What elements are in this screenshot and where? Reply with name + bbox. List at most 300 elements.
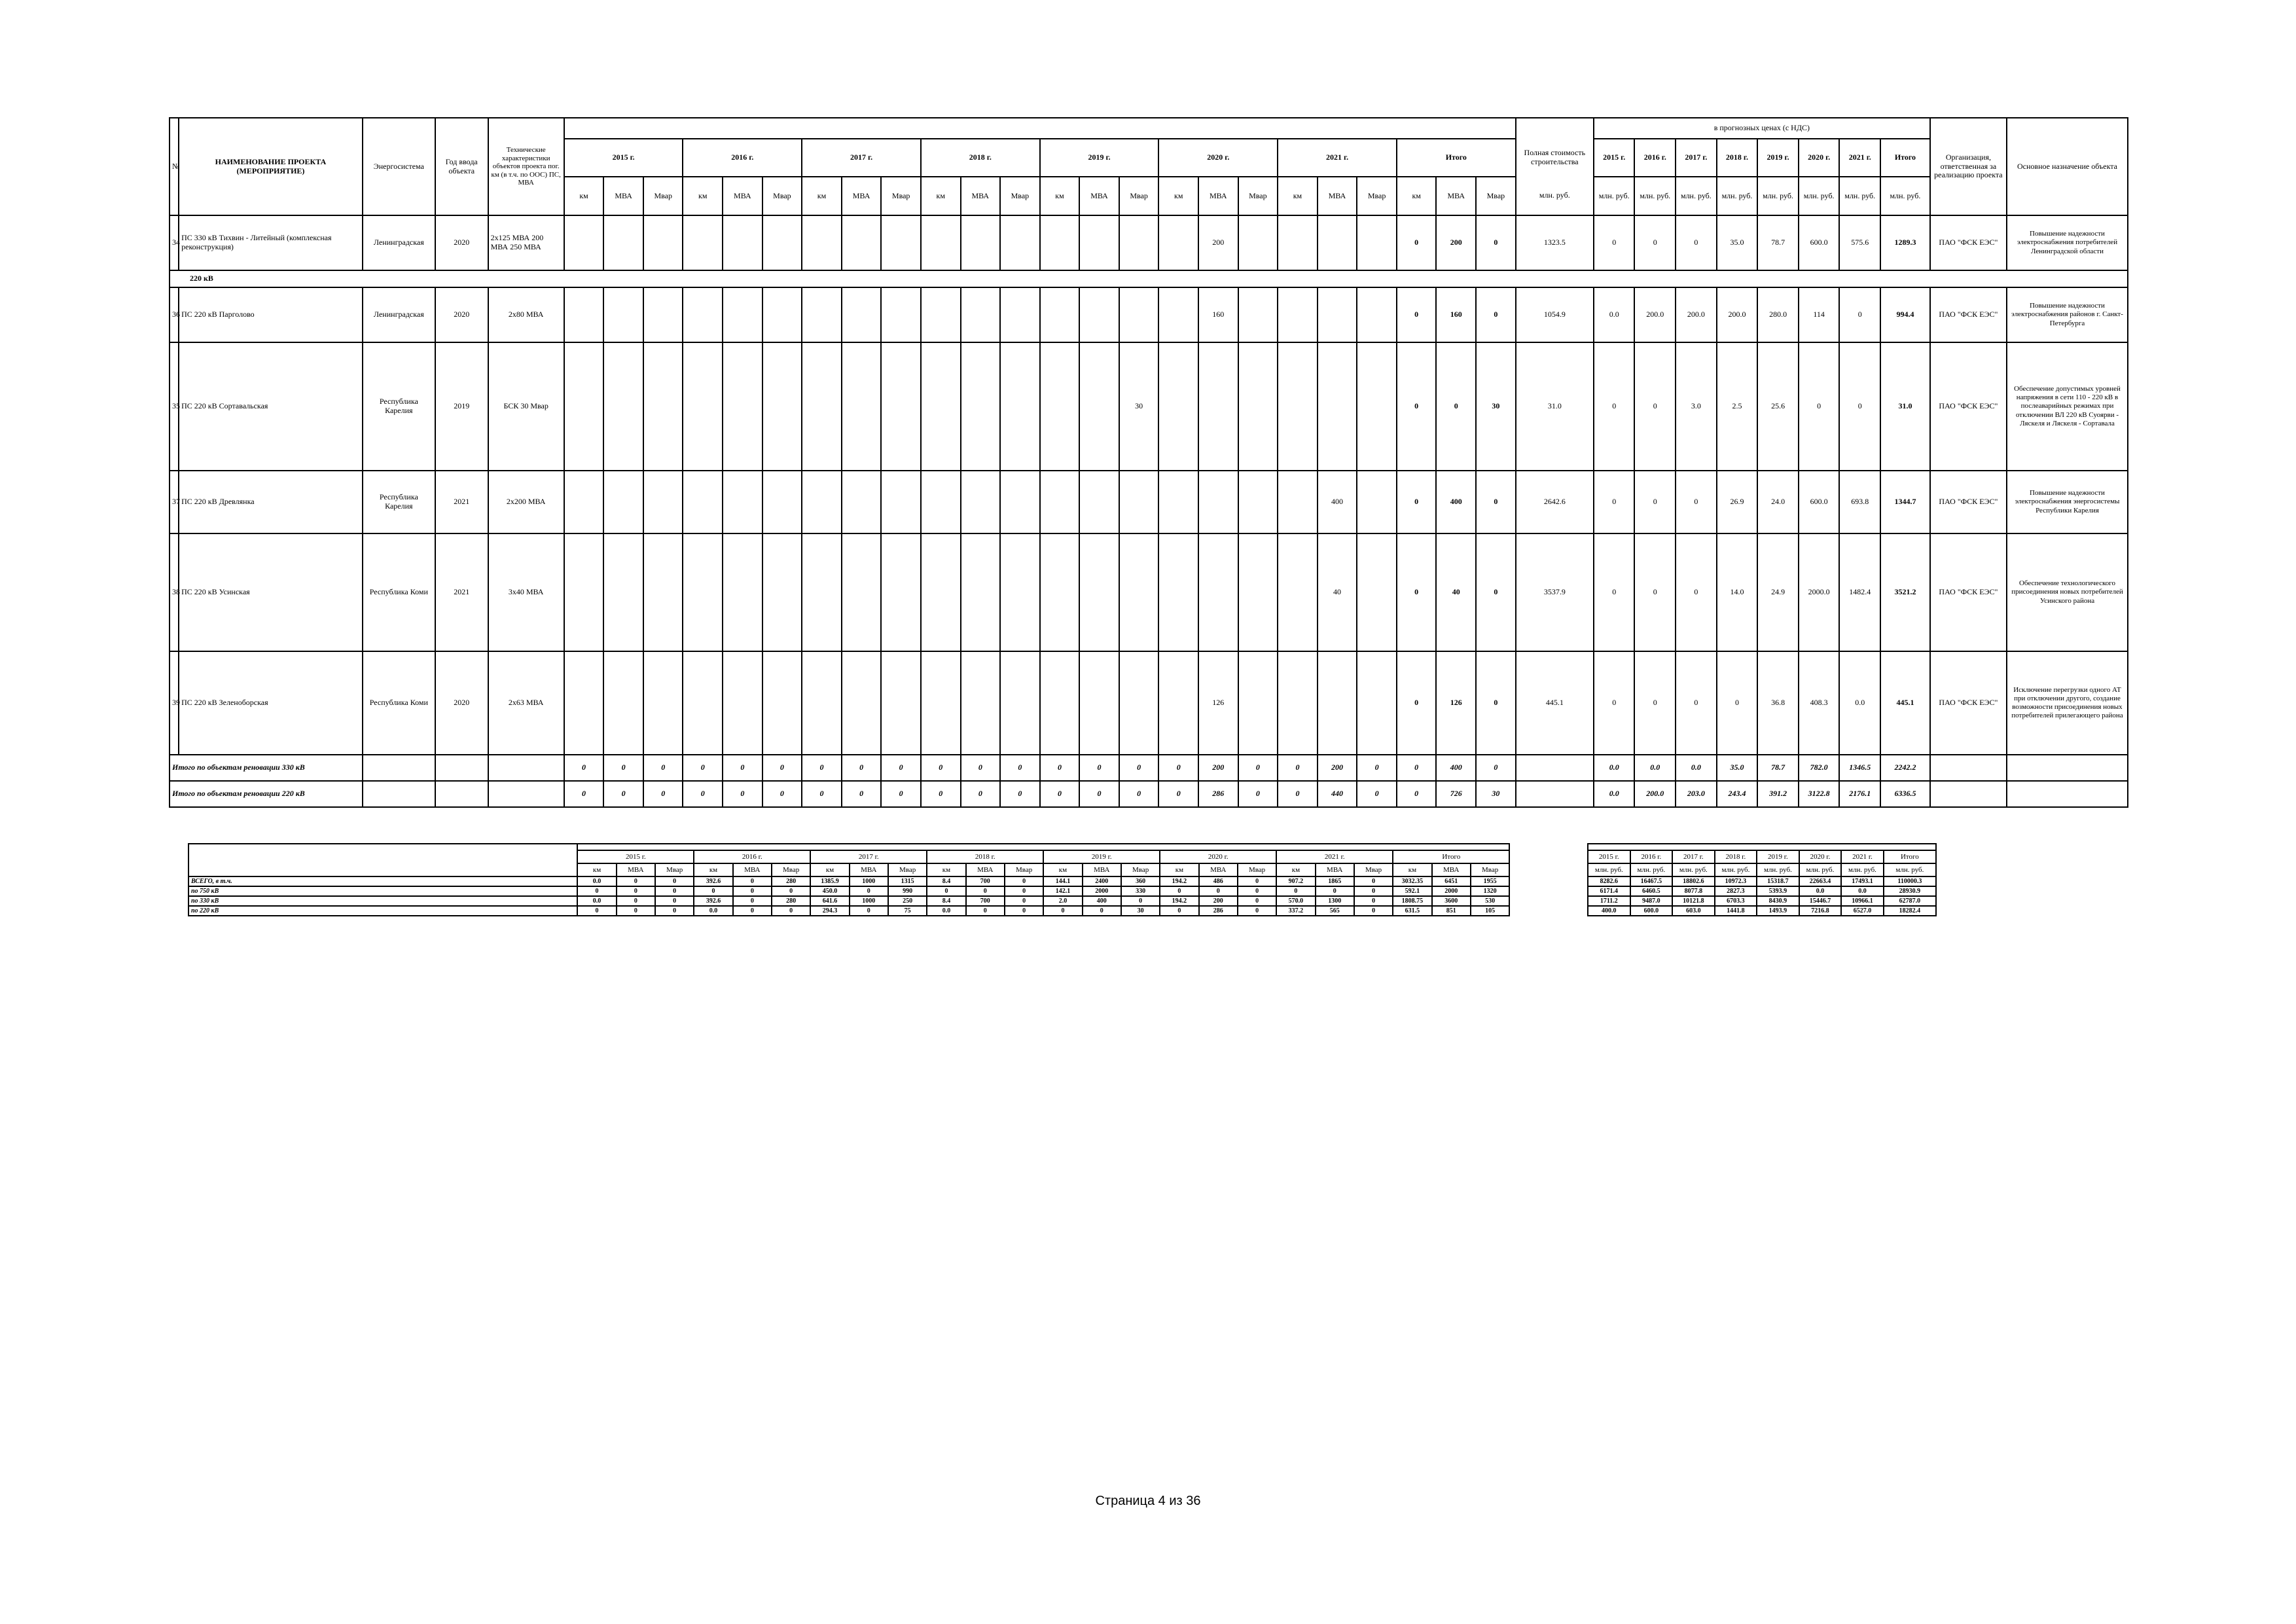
- volume-cell: [1198, 471, 1238, 533]
- volume-cell: [1278, 215, 1318, 270]
- volume-cell: [1000, 471, 1040, 533]
- volume-cell: 30: [1476, 342, 1516, 471]
- volume-cell: [683, 287, 723, 342]
- cell: [1516, 781, 1594, 807]
- cost-cell: 0: [1839, 287, 1880, 342]
- volume-cell: 0: [1119, 781, 1159, 807]
- cost-cell: 2.5: [1717, 342, 1758, 471]
- volume-cell: 0: [617, 906, 655, 916]
- total-cost: 2642.6: [1516, 471, 1594, 533]
- volume-cell: 0: [683, 755, 723, 781]
- volume-cell: 0: [1397, 755, 1437, 781]
- volume-cell: 0: [1276, 886, 1315, 896]
- row-num: 34: [170, 215, 179, 270]
- unit-header: км: [1393, 863, 1431, 876]
- volume-cell: 200: [1198, 215, 1238, 270]
- col-org-header: Организация, ответственная за реализацию проекта: [1930, 118, 2007, 215]
- volume-cell: 0: [966, 886, 1005, 896]
- cost-cell: 22663.4: [1799, 876, 1842, 886]
- volume-cell: [723, 651, 762, 755]
- volume-cell: 565: [1316, 906, 1354, 916]
- cost-cell: 2000.0: [1799, 533, 1840, 651]
- cost-year-header: 2019 г.: [1757, 850, 1799, 863]
- cost-cell: 0.0: [1594, 755, 1635, 781]
- unit-header: км: [683, 177, 723, 215]
- volume-cell: 126: [1198, 651, 1238, 755]
- volume-cell: 0: [683, 781, 723, 807]
- volume-cell: 0: [762, 781, 802, 807]
- volume-cell: 360: [1121, 876, 1160, 886]
- summary-label: по 220 кВ: [188, 906, 577, 916]
- volume-cell: 8.4: [927, 896, 965, 906]
- section-row: [170, 270, 2128, 287]
- cost-cell: 0: [1634, 651, 1676, 755]
- responsible-org: ПАО "ФСК ЕЭС": [1930, 215, 2007, 270]
- cost-unit-header: млн. руб.: [1634, 177, 1676, 215]
- cost-cell: 6171.4: [1588, 886, 1630, 896]
- volume-cell: 0: [655, 876, 694, 886]
- header-row-1: [170, 118, 2128, 139]
- summary-label: по 750 кВ: [188, 886, 577, 896]
- total-cost: 1054.9: [1516, 287, 1594, 342]
- cost-cell: 600.0: [1799, 471, 1840, 533]
- energy-system: Ленинградская: [363, 215, 435, 270]
- unit-header: МВА: [733, 863, 772, 876]
- unit-header: Мвар: [643, 177, 683, 215]
- investment-projects-table: [169, 117, 2128, 808]
- volume-cell: 0: [1354, 876, 1393, 886]
- volume-cell: [762, 342, 802, 471]
- volume-cell: [961, 651, 1001, 755]
- volume-cell: 194.2: [1160, 896, 1198, 906]
- project-name: ПС 220 кВ Зеленоборская: [179, 651, 363, 755]
- volume-cell: [1318, 287, 1357, 342]
- volume-cell: 0: [1238, 876, 1276, 886]
- cost-year-header: 2015 г.: [1588, 850, 1630, 863]
- cost-cell: 35.0: [1717, 215, 1758, 270]
- row-num: 37: [170, 471, 179, 533]
- volume-cell: [1119, 651, 1159, 755]
- volume-cell: [1198, 533, 1238, 651]
- cost-cell: 0.0: [1594, 287, 1635, 342]
- unit-header: МВА: [842, 177, 882, 215]
- volume-cell: [1158, 651, 1198, 755]
- volume-cell: [1040, 651, 1080, 755]
- volume-cell: 280: [772, 876, 810, 886]
- year-header: 2015 г.: [577, 850, 694, 863]
- volume-cell: 0: [1278, 755, 1318, 781]
- volume-cell: [643, 215, 683, 270]
- volume-cell: 0: [1079, 781, 1119, 807]
- tech-specs: БСК 30 Мвар: [488, 342, 564, 471]
- col-year-header: Год ввода объекта: [435, 118, 488, 215]
- volume-cell: [1238, 533, 1278, 651]
- volume-cell: [921, 533, 961, 651]
- section-label: 220 кВ: [170, 270, 2128, 287]
- volume-cell: [802, 651, 842, 755]
- energy-system: Республика Карелия: [363, 471, 435, 533]
- volume-cell: 286: [1199, 906, 1238, 916]
- volume-cell: [1278, 342, 1318, 471]
- volume-cell: 0: [733, 906, 772, 916]
- unit-header: км: [694, 863, 732, 876]
- cost-cell: 408.3: [1799, 651, 1840, 755]
- cost-cell: 6460.5: [1630, 886, 1673, 896]
- cost-cell: 600.0: [1799, 215, 1840, 270]
- page-footer: Страница 4 из 36: [1095, 1494, 1201, 1508]
- volume-cell: 0: [643, 755, 683, 781]
- volume-cell: 0: [762, 755, 802, 781]
- volume-cell: 0: [1397, 651, 1437, 755]
- volume-cell: 0.0: [577, 876, 616, 886]
- cost-cell: 782.0: [1799, 755, 1840, 781]
- volume-cell: 0: [1238, 781, 1278, 807]
- unit-header: км: [927, 863, 965, 876]
- cell: [488, 781, 564, 807]
- row-num: 36: [170, 287, 179, 342]
- cell: [363, 781, 435, 807]
- commission-year: 2020: [435, 651, 488, 755]
- cost-cell: 0: [1676, 533, 1717, 651]
- summary-row: [188, 886, 1936, 896]
- volume-cell: [1040, 287, 1080, 342]
- volume-cell: 0: [1040, 755, 1080, 781]
- cost-cell: 200.0: [1634, 287, 1676, 342]
- volume-cell: 392.6: [694, 876, 732, 886]
- cost-cell: 0: [1634, 342, 1676, 471]
- volume-cell: [1357, 215, 1397, 270]
- summary-cost-top: [1588, 844, 1936, 850]
- cost-year-header: 2018 г.: [1715, 850, 1757, 863]
- volume-cell: [1278, 651, 1318, 755]
- cost-unit-header: млн. руб.: [1630, 863, 1673, 876]
- volume-cell: 0: [842, 781, 882, 807]
- volume-cell: 486: [1199, 876, 1238, 886]
- volume-cell: [1318, 342, 1357, 471]
- volume-cell: [1357, 533, 1397, 651]
- volume-cell: [842, 471, 882, 533]
- purpose: Повышение надежности электроснабжения энергосистемы Республики Карелия: [2007, 471, 2128, 533]
- total-label: Итого по объектам реновации 330 кВ: [170, 755, 363, 781]
- cost-cell: 0.0: [1676, 755, 1717, 781]
- cost-year-header: 2021 г.: [1839, 139, 1880, 177]
- volume-cell: 126: [1436, 651, 1476, 755]
- volume-cell: 700: [966, 896, 1005, 906]
- cost-cell: 243.4: [1717, 781, 1758, 807]
- volume-cell: 0: [643, 781, 683, 807]
- cost-cell: 0: [1839, 342, 1880, 471]
- volume-cell: 0: [577, 886, 616, 896]
- year-header: Итого: [1397, 139, 1516, 177]
- volume-cell: [762, 287, 802, 342]
- row-num: 38: [170, 533, 179, 651]
- cost-cell: 36.8: [1757, 651, 1799, 755]
- volume-cell: 30: [1121, 906, 1160, 916]
- cost-cell: 8077.8: [1672, 886, 1715, 896]
- volume-cell: [762, 651, 802, 755]
- volume-cell: [1238, 215, 1278, 270]
- summary-table: [188, 843, 1937, 916]
- cost-cell: 10972.3: [1715, 876, 1757, 886]
- volume-cell: [881, 533, 921, 651]
- volume-cell: 0: [1476, 651, 1516, 755]
- volume-cell: 0: [1040, 781, 1080, 807]
- volume-cell: 631.5: [1393, 906, 1431, 916]
- volume-cell: 0: [802, 755, 842, 781]
- volume-cell: 194.2: [1160, 876, 1198, 886]
- volume-cell: [643, 533, 683, 651]
- volume-cell: 6451: [1432, 876, 1471, 886]
- commission-year: 2021: [435, 471, 488, 533]
- unit-header: Мвар: [1476, 177, 1516, 215]
- volume-cell: 0: [1199, 886, 1238, 896]
- responsible-org: ПАО "ФСК ЕЭС": [1930, 533, 2007, 651]
- cost-cell: 200.0: [1717, 287, 1758, 342]
- volume-cell: [1079, 651, 1119, 755]
- total-cost: 1323.5: [1516, 215, 1594, 270]
- volume-cell: [961, 533, 1001, 651]
- volume-cell: [683, 215, 723, 270]
- unit-header: км: [921, 177, 961, 215]
- cost-cell: 14.0: [1717, 533, 1758, 651]
- volume-cell: [921, 215, 961, 270]
- volume-cell: [1357, 471, 1397, 533]
- volume-cell: 0: [733, 886, 772, 896]
- volume-cell: [1158, 215, 1198, 270]
- volume-cell: 3600: [1432, 896, 1471, 906]
- volume-cell: [643, 651, 683, 755]
- volume-cell: 0: [1316, 886, 1354, 896]
- volume-cell: [1158, 287, 1198, 342]
- volume-cell: [643, 342, 683, 471]
- unit-header: МВА: [1316, 863, 1354, 876]
- volume-cell: 0: [603, 755, 643, 781]
- cost-cell: 9487.0: [1630, 896, 1673, 906]
- responsible-org: ПАО "ФСК ЕЭС": [1930, 471, 2007, 533]
- cost-cell: 8282.6: [1588, 876, 1630, 886]
- volume-cell: 0: [617, 886, 655, 896]
- volume-cell: [1040, 215, 1080, 270]
- volume-cell: [1000, 215, 1040, 270]
- volume-cell: [762, 533, 802, 651]
- volume-cell: 0: [1238, 906, 1276, 916]
- project-name: ПС 330 кВ Тихвин - Литейный (комплексная реконструкция): [179, 215, 363, 270]
- unit-header: МВА: [1079, 177, 1119, 215]
- cost-unit-header: млн. руб.: [1799, 177, 1840, 215]
- cost-cell: 600.0: [1630, 906, 1673, 916]
- unit-header: Мвар: [1119, 177, 1159, 215]
- cost-cell: 78.7: [1757, 215, 1799, 270]
- commission-year: 2019: [435, 342, 488, 471]
- cost-cell: 10966.1: [1841, 896, 1884, 906]
- unit-header: км: [1043, 863, 1082, 876]
- unit-header: Мвар: [1354, 863, 1393, 876]
- cost-year-header: 2021 г.: [1841, 850, 1884, 863]
- cost-cell: 1711.2: [1588, 896, 1630, 906]
- volume-cell: 0: [617, 896, 655, 906]
- volume-cell: [1318, 215, 1357, 270]
- summary-gap: [1509, 906, 1588, 916]
- volume-cell: [961, 342, 1001, 471]
- volume-cell: [1238, 651, 1278, 755]
- summary-gap: [1509, 876, 1588, 886]
- volume-cell: 2400: [1083, 876, 1121, 886]
- volume-cell: 641.6: [810, 896, 849, 906]
- energy-system: Республика Коми: [363, 533, 435, 651]
- volume-cell: [1278, 533, 1318, 651]
- volume-cell: 0: [694, 886, 732, 896]
- volume-cell: [842, 342, 882, 471]
- volume-cell: [1318, 651, 1357, 755]
- project-name: ПС 220 кВ Сортавальская: [179, 342, 363, 471]
- volume-cell: [1158, 342, 1198, 471]
- unit-header: Мвар: [655, 863, 694, 876]
- volume-cell: [1119, 533, 1159, 651]
- volume-cell: 0: [802, 781, 842, 807]
- volume-cell: [881, 471, 921, 533]
- cost-cell: 24.9: [1757, 533, 1799, 651]
- cost-cell: 6336.5: [1880, 781, 1930, 807]
- volume-group-header: [564, 118, 1516, 139]
- volume-cell: [961, 287, 1001, 342]
- cost-cell: 994.4: [1880, 287, 1930, 342]
- project-row: [170, 651, 2128, 755]
- summary-row: [188, 896, 1936, 906]
- volume-cell: 0: [1238, 896, 1276, 906]
- volume-cell: 0: [1121, 896, 1160, 906]
- total-label: Итого по объектам реновации 220 кВ: [170, 781, 363, 807]
- project-row: [170, 287, 2128, 342]
- year-header: 2018 г.: [927, 850, 1043, 863]
- volume-cell: 0: [1476, 471, 1516, 533]
- cost-cell: 575.6: [1839, 215, 1880, 270]
- cost-unit-header: млн. руб.: [1588, 863, 1630, 876]
- unit-header: Мвар: [1471, 863, 1509, 876]
- volume-cell: [762, 471, 802, 533]
- year-header: 2020 г.: [1160, 850, 1276, 863]
- cost-cell: 0: [1634, 533, 1676, 651]
- cost-cell: 6703.3: [1715, 896, 1757, 906]
- volume-cell: 0: [1436, 342, 1476, 471]
- cost-year-header: Итого: [1880, 139, 1930, 177]
- cost-cell: 0: [1594, 215, 1635, 270]
- cell: [435, 781, 488, 807]
- unit-header: Мвар: [1357, 177, 1397, 215]
- cost-cell: 0: [1634, 471, 1676, 533]
- volume-cell: [802, 471, 842, 533]
- volume-cell: 1865: [1316, 876, 1354, 886]
- unit-header: МВА: [1199, 863, 1238, 876]
- volume-cell: 0: [1005, 906, 1043, 916]
- volume-cell: [723, 287, 762, 342]
- volume-cell: 0: [655, 886, 694, 896]
- volume-cell: 400: [1083, 896, 1121, 906]
- cell: [363, 755, 435, 781]
- volume-cell: 0: [1158, 755, 1198, 781]
- cost-cell: 200.0: [1676, 287, 1717, 342]
- volume-cell: [564, 651, 604, 755]
- cost-cell: 1289.3: [1880, 215, 1930, 270]
- unit-header: км: [1397, 177, 1437, 215]
- year-header: Итого: [1393, 850, 1509, 863]
- year-header: 2019 г.: [1040, 139, 1159, 177]
- volume-cell: 250: [888, 896, 927, 906]
- volume-cell: [564, 287, 604, 342]
- volume-cell: [564, 342, 604, 471]
- cost-cell: 26.9: [1717, 471, 1758, 533]
- unit-header: МВА: [961, 177, 1001, 215]
- volume-cell: [762, 215, 802, 270]
- volume-cell: 990: [888, 886, 927, 896]
- cost-cell: 445.1: [1880, 651, 1930, 755]
- volume-cell: 726: [1436, 781, 1476, 807]
- project-row: [170, 471, 2128, 533]
- unit-header: Мвар: [1005, 863, 1043, 876]
- volume-cell: [1278, 471, 1318, 533]
- cost-unit-header: млн. руб.: [1715, 863, 1757, 876]
- volume-cell: 144.1: [1043, 876, 1082, 886]
- cost-unit-header: млн. руб.: [1672, 863, 1715, 876]
- summary-label-header: [188, 844, 577, 876]
- summary-row: [188, 906, 1936, 916]
- volume-cell: [1357, 287, 1397, 342]
- unit-header: МВА: [1318, 177, 1357, 215]
- cost-cell: 603.0: [1672, 906, 1715, 916]
- cost-cell: 16467.5: [1630, 876, 1673, 886]
- volume-cell: [842, 533, 882, 651]
- volume-cell: 0: [1357, 755, 1397, 781]
- volume-cell: [802, 533, 842, 651]
- cost-cell: 0: [1676, 651, 1717, 755]
- volume-cell: [723, 471, 762, 533]
- cost-cell: 0: [1717, 651, 1758, 755]
- commission-year: 2020: [435, 287, 488, 342]
- volume-cell: [842, 651, 882, 755]
- unit-header: МВА: [617, 863, 655, 876]
- responsible-org: ПАО "ФСК ЕЭС": [1930, 287, 2007, 342]
- volume-cell: 0: [577, 906, 616, 916]
- cost-cell: 400.0: [1588, 906, 1630, 916]
- cost-cell: 0.0: [1799, 886, 1842, 896]
- cost-cell: 25.6: [1757, 342, 1799, 471]
- cost-year-header: Итого: [1884, 850, 1936, 863]
- volume-cell: [1238, 287, 1278, 342]
- volume-cell: [802, 215, 842, 270]
- year-header: 2016 г.: [683, 139, 802, 177]
- cost-cell: 0: [1634, 215, 1676, 270]
- cost-cell: 693.8: [1839, 471, 1880, 533]
- volume-cell: 200: [1318, 755, 1357, 781]
- volume-cell: 0: [966, 906, 1005, 916]
- volume-cell: 0: [961, 755, 1001, 781]
- cell: [488, 755, 564, 781]
- cost-cell: 3.0: [1676, 342, 1717, 471]
- volume-cell: 2000: [1083, 886, 1121, 896]
- unit-header: МВА: [603, 177, 643, 215]
- col-purpose-header: Основное назначение объекта: [2007, 118, 2128, 215]
- unit-header: км: [1040, 177, 1080, 215]
- cost-cell: 2176.1: [1839, 781, 1880, 807]
- unit-header: МВА: [1436, 177, 1476, 215]
- year-header: 2018 г.: [921, 139, 1040, 177]
- volume-cell: [1000, 342, 1040, 471]
- volume-cell: 0: [842, 755, 882, 781]
- cost-cell: 5393.9: [1757, 886, 1799, 896]
- volume-cell: [723, 215, 762, 270]
- volume-cell: [802, 342, 842, 471]
- volume-cell: 1000: [850, 876, 888, 886]
- volume-cell: 0: [1354, 886, 1393, 896]
